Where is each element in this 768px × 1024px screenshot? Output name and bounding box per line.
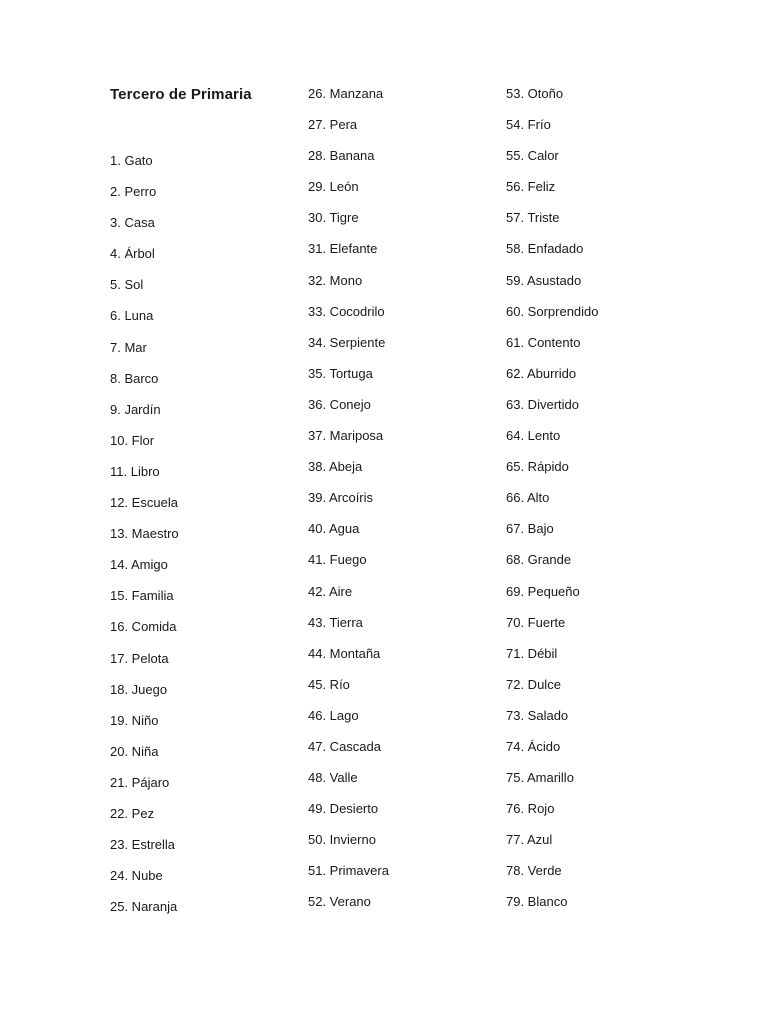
- word-list-item: 21. Pájaro: [110, 774, 170, 790]
- word-list-item: 10. Flor: [110, 432, 155, 448]
- word-list-item: 42. Aire: [308, 583, 353, 599]
- word-list-item: 67. Bajo: [506, 521, 554, 537]
- word-list-item: 26. Manzana: [308, 86, 384, 101]
- word-list-item: 78. Verde: [506, 863, 562, 879]
- word-list-item: 66. Alto: [506, 490, 550, 506]
- word-list-item: 74. Ácido: [506, 738, 561, 754]
- word-list-item: 65. Rápido: [506, 459, 569, 475]
- word-list-item: 55. Calor: [506, 148, 559, 164]
- word-list-item: 37. Mariposa: [308, 428, 384, 444]
- word-list-item: 7. Mar: [110, 339, 147, 355]
- word-list-item: 8. Barco: [110, 370, 159, 386]
- word-list-item: 58. Enfadado: [506, 241, 584, 257]
- word-list-item: 46. Lago: [308, 707, 359, 723]
- word-list-item: 27. Pera: [308, 117, 358, 133]
- word-list-item: 73. Salado: [506, 707, 569, 723]
- word-list-item: 53. Otoño: [506, 86, 564, 101]
- word-list-item: 57. Triste: [506, 210, 560, 226]
- word-list-item: 79. Blanco: [506, 894, 568, 910]
- word-list-item: 18. Juego: [110, 681, 168, 697]
- word-list-item: 1. Gato: [110, 153, 153, 168]
- page-title: Tercero de Primaria: [110, 86, 252, 103]
- word-list-item: 41. Fuego: [308, 552, 367, 568]
- word-list-item: 71. Débil: [506, 645, 558, 661]
- word-list-item: 17. Pelota: [110, 650, 169, 666]
- word-list-item: 6. Luna: [110, 308, 154, 324]
- word-list-item: 59. Asustado: [506, 272, 582, 288]
- word-list-item: 72. Dulce: [506, 676, 561, 692]
- word-list-item: 29. León: [308, 179, 359, 195]
- word-list-item: 2. Perro: [110, 184, 157, 200]
- word-list-item: 19. Niño: [110, 712, 159, 728]
- word-list-item: 43. Tierra: [308, 614, 363, 630]
- word-list-item: 23. Estrella: [110, 837, 176, 853]
- word-list-item: 5. Sol: [110, 277, 144, 293]
- word-list-item: 38. Abeja: [308, 459, 363, 475]
- word-list-item: 28. Banana: [308, 148, 375, 164]
- word-list-item: 36. Conejo: [308, 396, 371, 412]
- word-column-2: [308, 78, 389, 918]
- word-list-item: 70. Fuerte: [506, 614, 566, 630]
- word-list-item: 39. Arcoíris: [308, 490, 374, 506]
- word-list-item: 48. Valle: [308, 770, 358, 786]
- word-list-item: 61. Contento: [506, 334, 581, 350]
- word-list-item: 63. Divertido: [506, 396, 579, 412]
- word-list-item: 40. Agua: [308, 521, 360, 537]
- word-list-item: 47. Cascada: [308, 738, 381, 754]
- word-list-item: 56. Feliz: [506, 179, 556, 195]
- word-list-item: 9. Jardín: [110, 401, 161, 417]
- word-list-item: 60. Sorprendido: [506, 303, 599, 319]
- word-list-item: 11. Libro: [110, 463, 160, 479]
- word-list-item: 44. Montaña: [308, 645, 381, 661]
- word-list-item: 22. Pez: [110, 805, 155, 821]
- word-list-item: 15. Familia: [110, 588, 174, 604]
- word-list-item: 50. Invierno: [308, 832, 376, 848]
- word-list-item: 16. Comida: [110, 619, 177, 635]
- word-list-item: 3. Casa: [110, 215, 155, 231]
- word-list-item: 25. Naranja: [110, 899, 178, 915]
- word-list-item: 62. Aburrido: [506, 365, 577, 381]
- word-list-item: 49. Desierto: [308, 801, 379, 817]
- word-list-item: 75. Amarillo: [506, 770, 574, 786]
- word-list-item: 12. Escuela: [110, 495, 178, 511]
- word-list-item: 32. Mono: [308, 272, 363, 288]
- word-list-item: 69. Pequeño: [506, 583, 580, 599]
- word-list-item: 14. Amigo: [110, 557, 168, 573]
- word-list-item: 34. Serpiente: [308, 334, 386, 350]
- word-list-item: 4. Árbol: [110, 246, 155, 262]
- word-list-item: 31. Elefante: [308, 241, 378, 257]
- word-list-item: 24. Nube: [110, 868, 163, 884]
- word-list-item: 20. Niña: [110, 743, 159, 759]
- word-list-item: 76. Rojo: [506, 801, 555, 817]
- word-column-3: [506, 78, 599, 918]
- word-list-item: 45. Río: [308, 676, 350, 692]
- word-list-item: 68. Grande: [506, 552, 572, 568]
- word-list-item: 51. Primavera: [308, 863, 389, 879]
- word-list-item: 13. Maestro: [110, 526, 179, 542]
- word-column-1: [110, 145, 179, 922]
- word-list-item: 52. Verano: [308, 894, 371, 910]
- word-list-item: 35. Tortuga: [308, 365, 373, 381]
- word-list-item: 77. Azul: [506, 832, 553, 848]
- word-list-item: 64. Lento: [506, 428, 561, 444]
- word-list-item: 33. Cocodrilo: [308, 303, 385, 319]
- word-list-item: 30. Tigre: [308, 210, 359, 226]
- word-list-item: 54. Frío: [506, 117, 551, 133]
